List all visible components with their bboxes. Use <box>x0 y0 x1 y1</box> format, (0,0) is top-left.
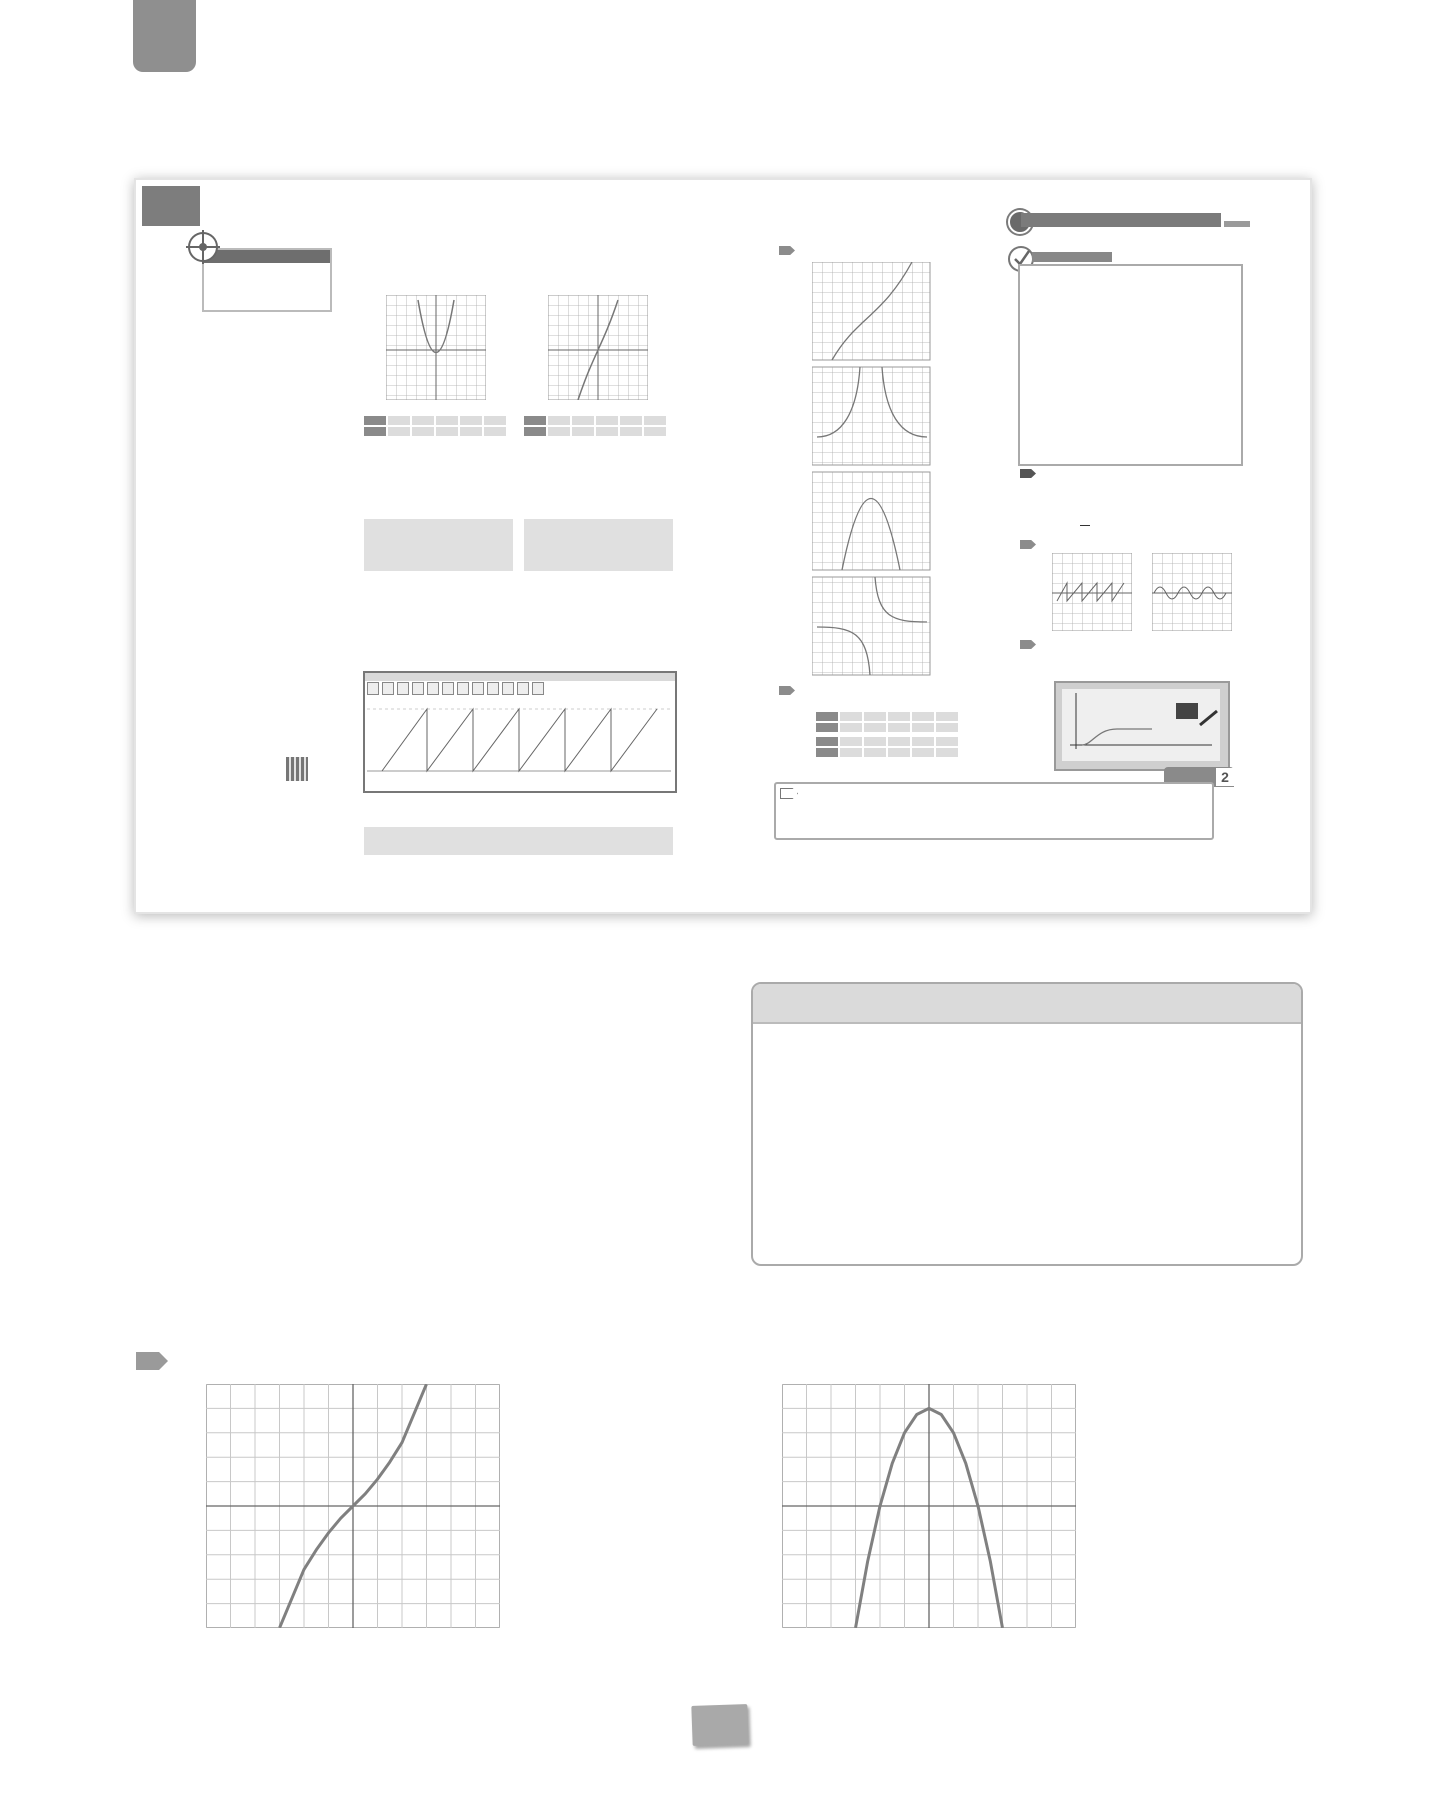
screenshot-titlebar <box>365 673 675 681</box>
unit-corner-tab <box>142 186 200 226</box>
whiteboard-surface <box>1062 689 1220 761</box>
target-icon-center <box>199 243 207 251</box>
section-tab <box>133 0 196 72</box>
value-table-right <box>524 416 666 436</box>
methods-box-header <box>753 984 1301 1024</box>
screenshot-toolbar <box>367 682 544 696</box>
textbook-spread-image <box>134 178 1312 914</box>
exercise-tag-large <box>136 1352 168 1370</box>
goal-box <box>202 248 332 312</box>
page-number-tab <box>691 1704 748 1746</box>
gray-panel-right <box>524 519 673 571</box>
methods-box <box>751 982 1303 1266</box>
sine-graph <box>1152 553 1232 631</box>
sawtooth-graph <box>1052 553 1132 631</box>
value-table-middle <box>816 712 958 757</box>
gray-panel-bottom <box>364 827 673 855</box>
value-table-left <box>364 416 506 436</box>
fraction-bar <box>1080 525 1090 526</box>
screenshot-sawtooth-plot <box>367 699 671 787</box>
small-graph-cubic <box>548 295 648 400</box>
whiteboard-photo <box>1054 681 1230 771</box>
gray-panel-left <box>364 519 513 571</box>
note-box <box>774 782 1214 840</box>
exercise-tag-4 <box>1020 540 1036 549</box>
qr-code <box>286 757 308 781</box>
large-graph-cubic <box>206 1384 500 1628</box>
large-graph-parabola <box>782 1384 1076 1628</box>
software-screenshot <box>363 671 677 793</box>
exercise-tag-2 <box>779 686 795 695</box>
exercise-tag-5 <box>1020 640 1036 649</box>
target-icon <box>188 232 218 262</box>
graph-column <box>812 262 932 692</box>
small-graph-parabola <box>386 295 486 400</box>
check-box <box>1018 264 1243 466</box>
goal-box-header <box>204 250 330 263</box>
review-header-bar <box>1021 213 1221 227</box>
check-header-bar <box>1032 252 1112 262</box>
exercise-tag <box>779 246 795 255</box>
note-tag-icon <box>780 788 798 799</box>
exercise-tag-3 <box>1020 469 1036 478</box>
review-header-accent <box>1224 221 1250 227</box>
note-badge: 2 <box>1216 768 1234 786</box>
